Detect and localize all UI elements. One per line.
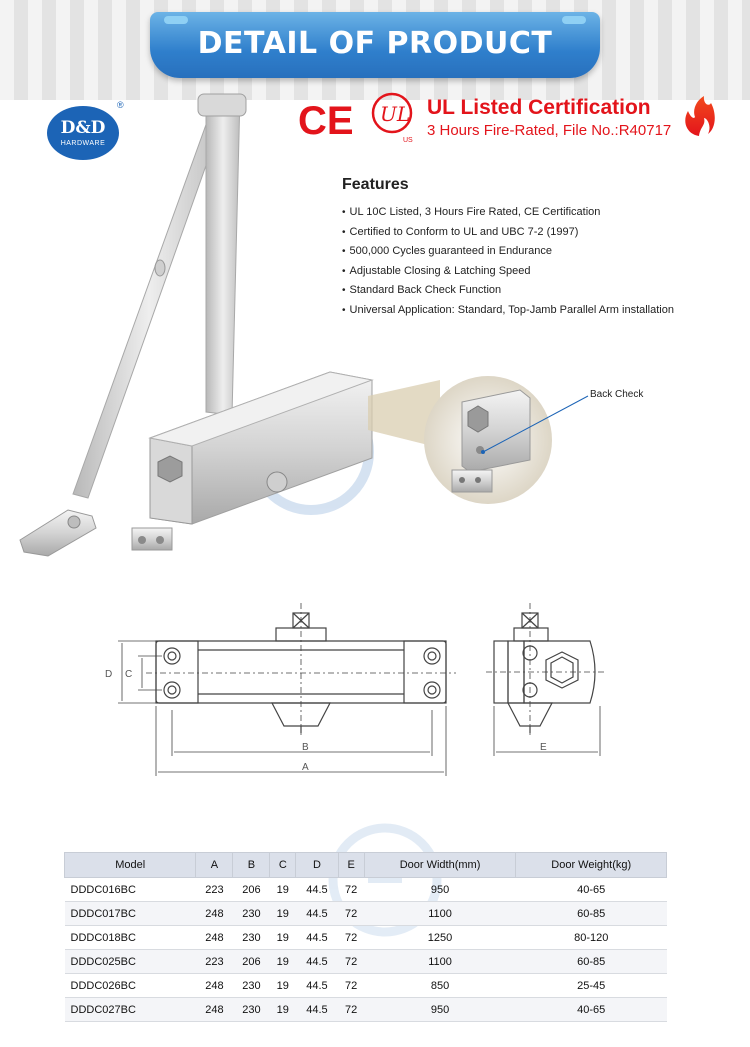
col-door-weight: Door Weight(kg) — [516, 853, 667, 878]
feature-item: • Adjustable Closing & Latching Speed — [342, 262, 674, 282]
ul-country-text: US — [403, 137, 413, 144]
spec-table — [64, 852, 667, 1022]
cell-model: DDDC018BC — [65, 926, 196, 950]
cell-e: 72 — [338, 998, 364, 1022]
cell-e: 72 — [338, 974, 364, 998]
cell-door-width: 950 — [364, 998, 516, 1022]
door-closer-product-image — [20, 94, 372, 556]
cell-d: 44.5 — [296, 974, 339, 998]
cell-b: 206 — [233, 878, 270, 902]
banner-title: DETAIL OF PRODUCT — [197, 26, 553, 61]
cell-c: 19 — [270, 974, 296, 998]
ce-mark-icon — [298, 99, 354, 143]
cell-door-weight: 80-120 — [516, 926, 667, 950]
col-door-width: Door Width(mm) — [364, 853, 516, 878]
fire-icon — [685, 96, 715, 136]
col-model: Model — [65, 853, 196, 878]
cell-c: 19 — [270, 902, 296, 926]
cell-e: 72 — [338, 902, 364, 926]
table-row — [65, 926, 667, 950]
logo-sub-text: HARDWARE — [60, 140, 106, 147]
feature-item: • Certified to Conform to UL and UBC 7-2 (1997) — [342, 223, 674, 243]
table-row — [65, 998, 667, 1022]
ul-mark-text: UL — [380, 102, 411, 126]
table-header-row — [65, 853, 667, 878]
dim-label-b: B — [302, 742, 309, 753]
table-row — [65, 902, 667, 926]
registered-mark: ® — [117, 100, 124, 110]
front-view-drawing — [118, 603, 456, 776]
cell-c: 19 — [270, 926, 296, 950]
cell-door-width: 1100 — [364, 950, 516, 974]
cell-door-width: 1100 — [364, 902, 516, 926]
cell-b: 206 — [233, 950, 270, 974]
cell-door-width: 950 — [364, 878, 516, 902]
cell-d: 44.5 — [296, 902, 339, 926]
feature-item: • Universal Application: Standard, Top-Jamb Parallel Arm installation — [342, 301, 674, 321]
cell-model: DDDC025BC — [65, 950, 196, 974]
table-row — [65, 974, 667, 998]
ce-mark-text: CE — [298, 99, 354, 143]
cell-c: 19 — [270, 950, 296, 974]
table-row — [65, 950, 667, 974]
cell-a: 248 — [196, 902, 233, 926]
cell-b: 230 — [233, 974, 270, 998]
cell-d: 44.5 — [296, 998, 339, 1022]
cell-e: 72 — [338, 950, 364, 974]
cell-d: 44.5 — [296, 926, 339, 950]
table-row — [65, 878, 667, 902]
cell-b: 230 — [233, 926, 270, 950]
cell-a: 248 — [196, 998, 233, 1022]
back-check-callout — [424, 376, 588, 504]
feature-item: • Standard Back Check Function — [342, 281, 674, 301]
ul-mark-icon — [373, 94, 413, 144]
feature-item: • UL 10C Listed, 3 Hours Fire Rated, CE Certification — [342, 203, 674, 223]
cell-d: 44.5 — [296, 950, 339, 974]
cell-door-width: 850 — [364, 974, 516, 998]
cert-subtitle: 3 Hours Fire-Rated, File No.:R40717 — [427, 122, 672, 139]
cell-b: 230 — [233, 902, 270, 926]
features-heading: Features — [342, 176, 409, 193]
cell-door-width: 1250 — [364, 926, 516, 950]
dim-label-c: C — [125, 669, 133, 680]
cell-model: DDDC017BC — [65, 902, 196, 926]
cell-door-weight: 60-85 — [516, 950, 667, 974]
cell-door-weight: 25-45 — [516, 974, 667, 998]
back-check-label: Back Check — [590, 389, 644, 400]
cell-door-weight: 60-85 — [516, 902, 667, 926]
cell-c: 19 — [270, 878, 296, 902]
cell-a: 248 — [196, 926, 233, 950]
cell-e: 72 — [338, 926, 364, 950]
side-view-drawing — [486, 603, 604, 756]
feature-item: • 500,000 Cycles guaranteed in Endurance — [342, 242, 674, 262]
col-b: B — [233, 853, 270, 878]
logo-brand-text: D&D — [60, 118, 106, 138]
cell-model: DDDC026BC — [65, 974, 196, 998]
cell-a: 248 — [196, 974, 233, 998]
cell-a: 223 — [196, 878, 233, 902]
cell-d: 44.5 — [296, 878, 339, 902]
cell-model: DDDC027BC — [65, 998, 196, 1022]
col-a: A — [196, 853, 233, 878]
cert-title: UL Listed Certification — [427, 96, 651, 119]
dim-label-a: A — [302, 762, 309, 773]
cell-c: 19 — [270, 998, 296, 1022]
cell-door-weight: 40-65 — [516, 878, 667, 902]
cell-model: DDDC016BC — [65, 878, 196, 902]
dim-label-d: D — [105, 669, 113, 680]
cell-e: 72 — [338, 878, 364, 902]
col-c: C — [270, 853, 296, 878]
cell-b: 230 — [233, 998, 270, 1022]
col-e: E — [338, 853, 364, 878]
dim-label-e: E — [540, 742, 547, 753]
cell-door-weight: 40-65 — [516, 998, 667, 1022]
col-d: D — [296, 853, 339, 878]
cell-a: 223 — [196, 950, 233, 974]
